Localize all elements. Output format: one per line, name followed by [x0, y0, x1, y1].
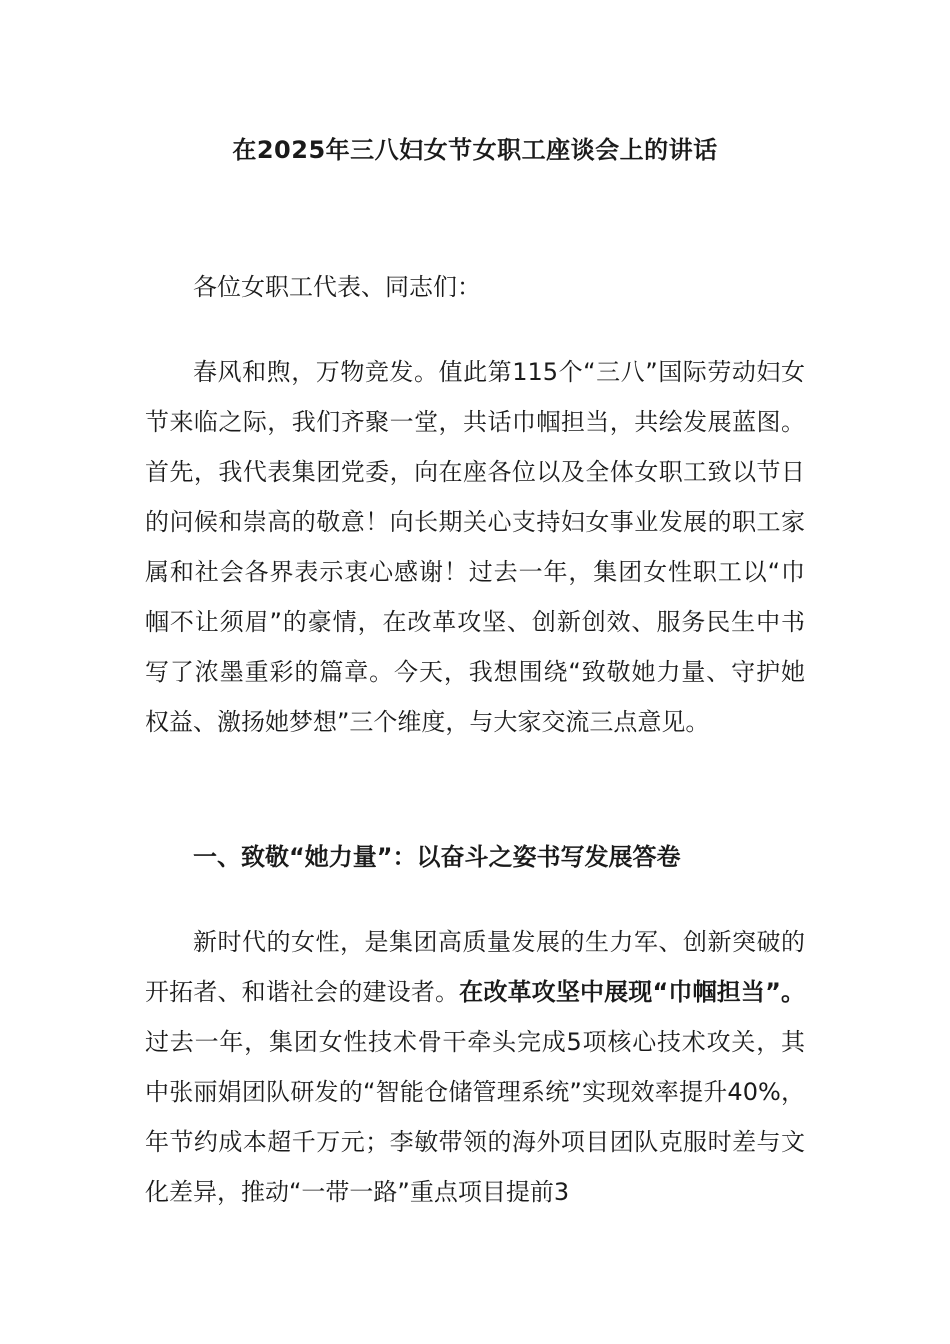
section-heading-1: 一、致敬“她力量”：以奋斗之姿书写发展答卷	[193, 843, 681, 871]
salutation: 各位女职工代表、同志们：	[193, 273, 481, 301]
paragraph-2-rest: 过去一年，集团女性技术骨干牵头完成5项核心技术攻关，其中张丽娟团队研发的“智能仓储管理系统”实现效率提升40%，年节约成本超千万元；李敏带领的海外项目团队克服时差与文化差异，推动“一带一路”重点项目提前3	[145, 1028, 805, 1206]
section-heading-1-block	[145, 832, 805, 882]
document-title: 在2025年三八妇女节女职工座谈会上的讲话	[232, 136, 718, 164]
salutation-block	[145, 262, 805, 312]
paragraph-2-block	[145, 917, 805, 1217]
paragraph-2-bold-lead: 在改革攻坚中展现“巾帼担当”。	[459, 978, 806, 1006]
paragraph-1: 春风和煦，万物竞发。值此第115个“三八”国际劳动妇女节来临之际，我们齐聚一堂，共话巾帼担当，共绘发展蓝图。首先，我代表集团党委，向在座各位以及全体女职工致以节日的问候和崇高的敬意！向长期关心支持妇女事业发展的职工家属和社会各界表示衷心感谢！过去一年，集团女性职工以“巾帼不让须眉”的豪情，在改革攻坚、创新创效、服务民生中书写了浓墨重彩的篇章。今天，我想围绕“致敬她力量、守护她权益、激扬她梦想”三个维度，与大家交流三点意见。	[145, 358, 805, 736]
paragraph-2-intro: 新时代的女性，是集团高质量发展的生力军、创新突破的开拓者、和谐社会的建设者。	[145, 928, 805, 1006]
paragraph-2	[145, 917, 805, 1217]
paragraph-1-block	[145, 347, 805, 747]
